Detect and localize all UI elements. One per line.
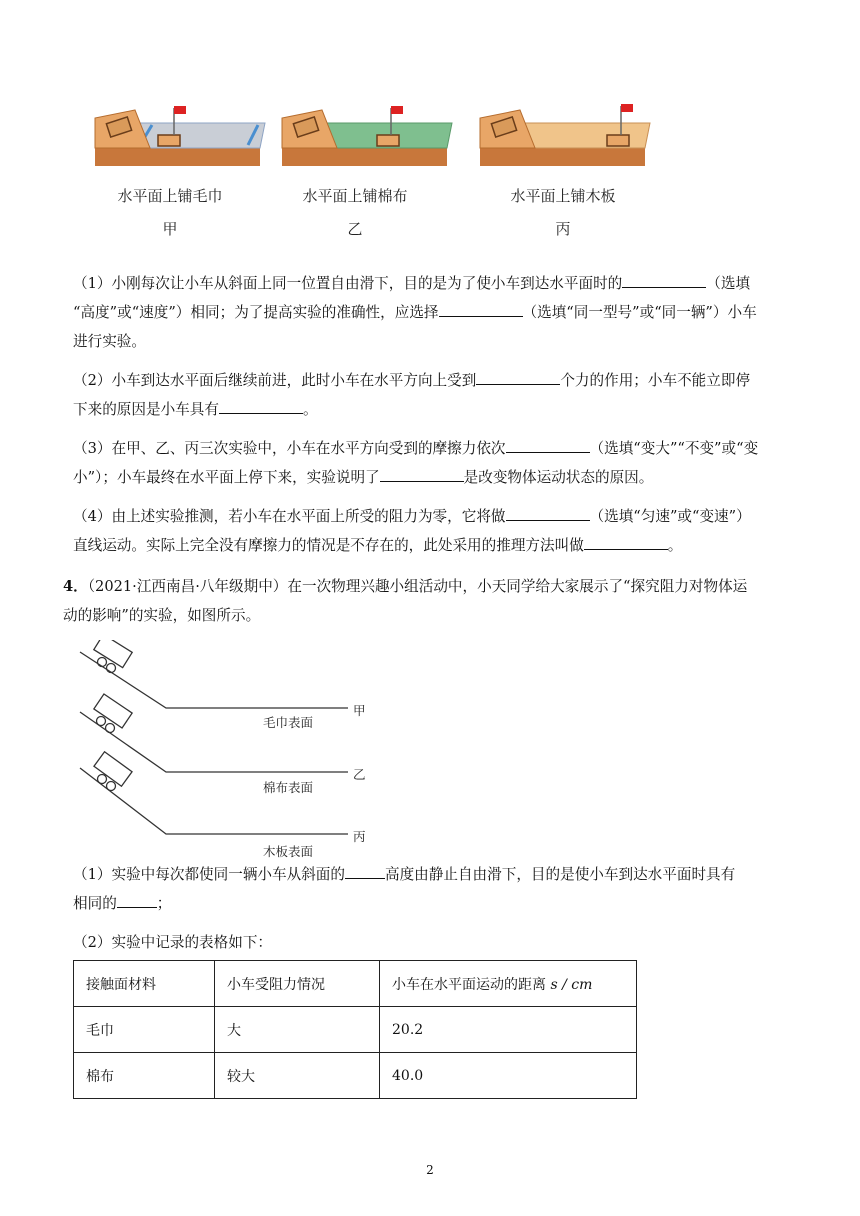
table-header: 小车受阻力情况 — [215, 961, 380, 1007]
panel-cotton — [282, 106, 452, 166]
q3-part4: （4）由上述实验推测，若小车在水平面上所受的阻力为零，它将做 （选填“匀速”或“变速”） 直线运动。实际上完全没有摩擦力的情况是不存在的，此处采用的推理方法叫做 。 — [73, 508, 751, 554]
surface-mark-jia: 甲 — [353, 703, 366, 718]
surface-label-towel: 毛巾表面 — [263, 715, 314, 730]
figure-friction-boards — [90, 98, 670, 178]
q3-part3: （3）在甲、乙、丙三次实验中，小车在水平方向受到的摩擦力依次 （选填“变大”“不变”或“变 小”）；小车最终在水平面上停下来，实验说明了 是改变物体运动状态的原因。 — [73, 440, 759, 486]
answer-blank[interactable] — [439, 302, 523, 317]
answer-blank[interactable] — [584, 535, 668, 550]
record-table — [73, 960, 637, 1099]
mark-bing-1: 丙 — [555, 220, 571, 238]
question-number: 4． — [63, 578, 88, 595]
surface-label-cotton: 棉布表面 — [263, 780, 314, 795]
table-header: 小车在水平面运动的距离 s / cm — [380, 961, 637, 1007]
distance-symbol: s / cm — [550, 976, 593, 993]
q4-intro: 4．（2021·江西南昌·八年级期中）在一次物理兴趣小组活动中，小天同学给大家展示了“探究阻力对物体运 动的影响”的实验，如图所示。 — [63, 578, 748, 624]
answer-blank[interactable] — [345, 864, 385, 879]
page-number: 2 — [426, 1163, 434, 1177]
table-cell: 大 — [215, 1007, 380, 1053]
caption-towel: 水平面上铺毛巾 — [117, 187, 223, 205]
table-header-row — [74, 961, 637, 1007]
surface-mark-yi: 乙 — [353, 767, 366, 782]
answer-blank[interactable] — [380, 467, 464, 482]
q4-part2: （2）实验中记录的表格如下： — [73, 934, 273, 951]
table-cell: 棉布 — [74, 1053, 215, 1099]
q3-part1: （1）小刚每次让小车从斜面上同一位置自由滑下，目的是为了使小车到达水平面时的 （选填 “高度”或“速度”）相同；为了提高实验的准确性，应选择 （选填“同一型号”或“同一辆”）小车 进行实验。 — [73, 275, 757, 350]
answer-blank[interactable] — [117, 893, 157, 908]
table-cell: 40.0 — [380, 1053, 637, 1099]
surface-label-wood: 木板表面 — [263, 844, 314, 859]
surface-mark-bing: 丙 — [353, 829, 366, 844]
q4-part1: （1）实验中每次都使同一辆小车从斜面的 高度由静止自由滑下，目的是使小车到达水平面时具有 相同的 ； — [73, 866, 736, 912]
answer-blank[interactable] — [476, 370, 560, 385]
table-cell: 较大 — [215, 1053, 380, 1099]
answer-blank[interactable] — [506, 506, 590, 521]
mark-jia-1: 甲 — [162, 220, 178, 238]
figure-slopes-diagram — [78, 640, 378, 840]
table-cell: 20.2 — [380, 1007, 637, 1053]
answer-blank[interactable] — [622, 273, 706, 288]
caption-wood: 水平面上铺木板 — [510, 187, 616, 205]
mark-yi-1: 乙 — [347, 220, 363, 238]
table-header: 接触面材料 — [74, 961, 215, 1007]
table-cell: 毛巾 — [74, 1007, 215, 1053]
caption-cotton: 水平面上铺棉布 — [302, 187, 408, 205]
panel-wood — [480, 104, 650, 166]
answer-blank[interactable] — [219, 399, 303, 414]
answer-blank[interactable] — [506, 438, 590, 453]
table-row — [74, 1007, 637, 1053]
q3-part2: （2）小车到达水平面后继续前进，此时小车在水平方向上受到 个力的作用；小车不能立即停 下来的原因是小车具有 。 — [73, 372, 751, 418]
table-row — [74, 1053, 637, 1099]
panel-towel — [95, 106, 265, 166]
